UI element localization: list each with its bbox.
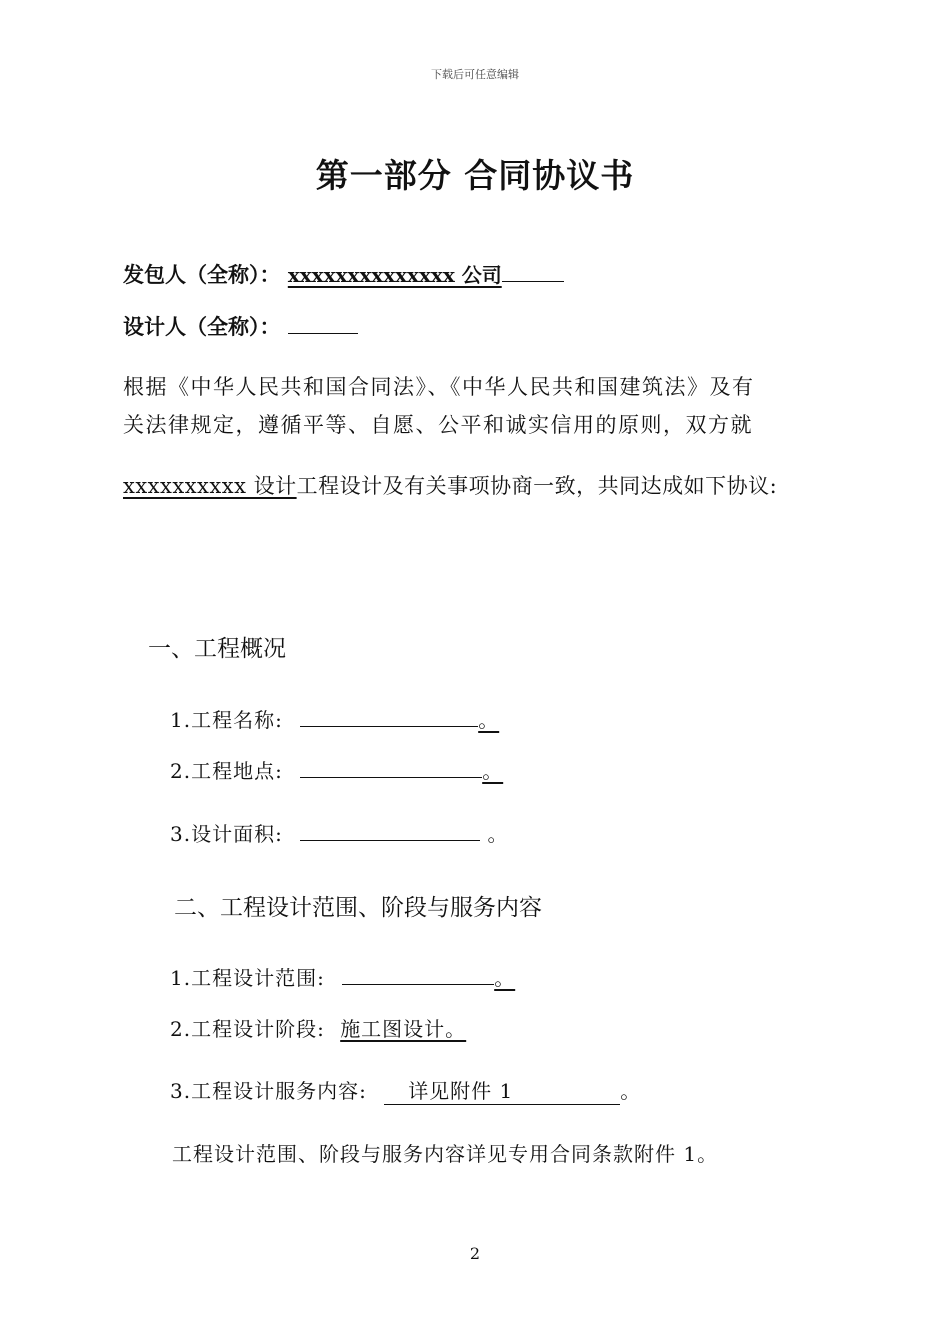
project-name-blank — [300, 706, 478, 727]
page-header: 下载后可任意编辑 — [431, 68, 519, 81]
design-area-blank — [300, 820, 480, 841]
design-area-suffix: 。 — [487, 822, 509, 846]
design-stage-label: 2.工程设计阶段: — [170, 1017, 325, 1041]
project-location-item — [170, 755, 503, 784]
design-stage-value: 施工图设计。 — [340, 1017, 467, 1041]
design-scope-label: 1.工程设计范围: — [170, 966, 325, 990]
project-name-suffix: 。 — [478, 708, 500, 732]
design-scope-item — [170, 962, 515, 991]
design-stage-item — [170, 1013, 466, 1042]
project-name-underlined: xxxxxxxxxx 设计 — [123, 474, 297, 498]
section-1-heading: 一、工程概况 — [148, 636, 286, 662]
preamble-line-3-rest: 工程设计及有关事项协商一致，共同达成如下协议: — [296, 474, 778, 498]
design-scope-suffix: 。 — [494, 966, 516, 990]
section-2-heading: 二、工程设计范围、阶段与服务内容 — [174, 895, 542, 921]
preamble-line-1: 根据《中华人民共和国合同法》、《中华人民共和国建筑法》及有 — [123, 375, 755, 399]
project-location-suffix: 。 — [482, 759, 504, 783]
design-area-label: 3.设计面积: — [170, 822, 283, 846]
design-services-label: 3.工程设计服务内容: — [170, 1079, 367, 1103]
project-location-blank — [300, 757, 482, 778]
project-name-label: 1.工程名称: — [170, 708, 283, 732]
employer-blank — [502, 261, 564, 282]
page-number: 2 — [469, 1244, 481, 1263]
design-services-suffix: 。 — [620, 1079, 642, 1103]
design-area-item — [170, 818, 509, 847]
document-title: 第一部分 合同协议书 — [315, 156, 635, 195]
employer-line — [123, 259, 564, 289]
designer-line — [123, 311, 358, 341]
design-services-value: 详见附件 1 — [384, 1075, 620, 1105]
scope-note: 工程设计范围、阶段与服务内容详见专用合同条款附件 1。 — [172, 1142, 719, 1166]
preamble-line-2: 关法律规定，遵循平等、自愿、公平和诚实信用的原则，双方就 — [123, 413, 753, 437]
designer-blank — [288, 313, 358, 334]
employer-label: 发包人（全称）： — [123, 263, 281, 287]
project-name-item — [170, 704, 499, 733]
designer-label: 设计人（全称）： — [123, 315, 281, 339]
design-scope-blank — [342, 964, 494, 985]
preamble-line-3 — [123, 470, 777, 500]
employer-value: xxxxxxxxxxxxxx 公司 — [287, 263, 502, 287]
design-services-item — [170, 1075, 641, 1105]
project-location-label: 2.工程地点: — [170, 759, 283, 783]
